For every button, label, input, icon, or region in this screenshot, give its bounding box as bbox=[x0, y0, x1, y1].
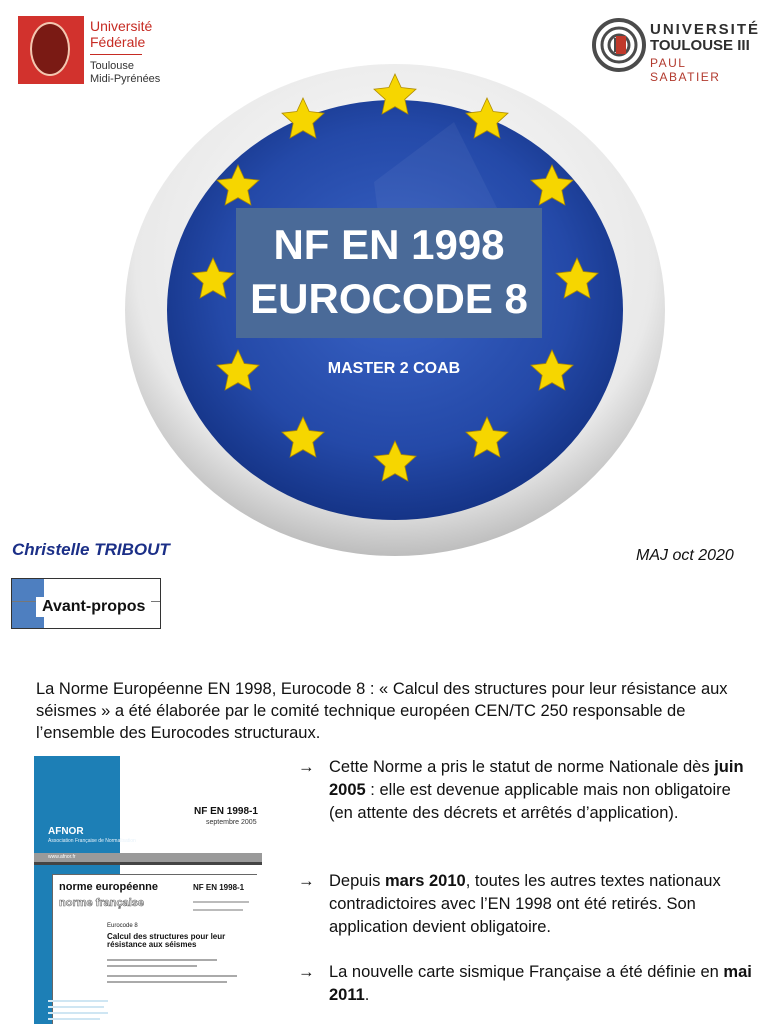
cover-fine-line bbox=[107, 981, 227, 983]
bullet-text bbox=[329, 756, 755, 825]
bullet-text-bold: mai 2011 bbox=[329, 963, 752, 1004]
arrow-icon: → bbox=[298, 758, 315, 776]
title-box bbox=[236, 208, 542, 338]
section-label: Avant-propos bbox=[36, 597, 151, 617]
update-date: MAJ oct 2020 bbox=[636, 547, 734, 564]
cover-fine-line bbox=[107, 975, 237, 977]
title-line1: NF EN 1998 bbox=[273, 221, 505, 268]
logo-divider bbox=[90, 54, 142, 55]
author: Christelle TRIBOUT bbox=[12, 540, 170, 559]
logo-text-line3: Toulouse bbox=[90, 60, 135, 72]
bullet-text-post: . bbox=[364, 986, 370, 1004]
standard-cover-image bbox=[34, 756, 262, 1024]
bullet-text-pre: Cette Norme a pris le statut de norme Nationale dès bbox=[329, 758, 715, 776]
cover-fine-line bbox=[107, 965, 197, 967]
bullet-text-pre: La nouvelle carte sismique Française a été définie en bbox=[329, 963, 724, 981]
cover-norme-francaise: norme française bbox=[59, 897, 144, 909]
cover-fine-line bbox=[48, 1018, 100, 1020]
title-line2: EUROCODE 8 bbox=[250, 275, 528, 322]
logo-mark bbox=[18, 16, 84, 84]
logo-text-line2: TOULOUSE III bbox=[650, 37, 750, 54]
arrow-icon: → bbox=[298, 872, 315, 890]
bullet-text-post: , toutes les autres textes nationaux contradictoires avec l’EN 1998 ont été retirés. Son application devient obligatoire. bbox=[329, 872, 721, 936]
arrow-icon: → bbox=[298, 963, 315, 981]
logo-text-line1: Université bbox=[90, 18, 153, 34]
seal-icon bbox=[30, 22, 70, 76]
cover-fine-line bbox=[48, 1000, 108, 1002]
bullet-text bbox=[329, 870, 755, 939]
section-header bbox=[11, 578, 161, 629]
cover-fine-line bbox=[193, 901, 249, 903]
cover-fine-line bbox=[107, 959, 217, 961]
cover-afnor-sub: Association Française de Normalisation bbox=[48, 838, 136, 844]
bullet-text-bold: juin 2005 bbox=[329, 758, 744, 799]
cover-fine-line bbox=[48, 1012, 108, 1014]
logo-text-line2: Fédérale bbox=[90, 34, 146, 50]
cover-eurocode: Eurocode 8 bbox=[107, 923, 138, 929]
cover-date: septembre 2005 bbox=[206, 819, 257, 826]
bullet-text-post: : elle est devenue applicable mais non obligatoire (en attente des décrets et arrêtés d’application). bbox=[329, 781, 731, 822]
cover-afnor: AFNOR bbox=[48, 826, 84, 837]
logo-text-line1: UNIVERSITÉ bbox=[650, 21, 761, 38]
cover-ref: NF EN 1998-1 bbox=[193, 883, 245, 892]
cover-norme-europeenne: norme européenne bbox=[59, 881, 159, 893]
bullet-text bbox=[329, 961, 755, 1007]
bullet-text-bold: mars 2010 bbox=[384, 872, 466, 890]
intro-paragraph: La Norme Européenne EN 1998, Eurocode 8 : « Calcul des structures pour leur résistance aux séismes » a été élaborée par le comité technique européen CEN/TC 250 responsable de l’ensemble des Eurocodes structuraux. bbox=[36, 680, 728, 742]
cover-title: Calcul des structures pour leur résistance aux séismes bbox=[107, 932, 226, 949]
cover-fine-line bbox=[193, 909, 243, 911]
subtitle: MASTER 2 COAB bbox=[327, 360, 461, 377]
bullet-text-pre: Depuis bbox=[329, 872, 385, 890]
logo-text-line4: Midi-Pyrénées bbox=[90, 73, 161, 85]
cover-bar-dark bbox=[34, 862, 262, 865]
logo-text-line3: PAUL SABATIER bbox=[650, 56, 721, 84]
cover-fine-line bbox=[48, 1006, 104, 1008]
cover-nf-ref: NF EN 1998-1 bbox=[194, 806, 258, 817]
cover-url: www.afnor.fr bbox=[48, 854, 76, 860]
